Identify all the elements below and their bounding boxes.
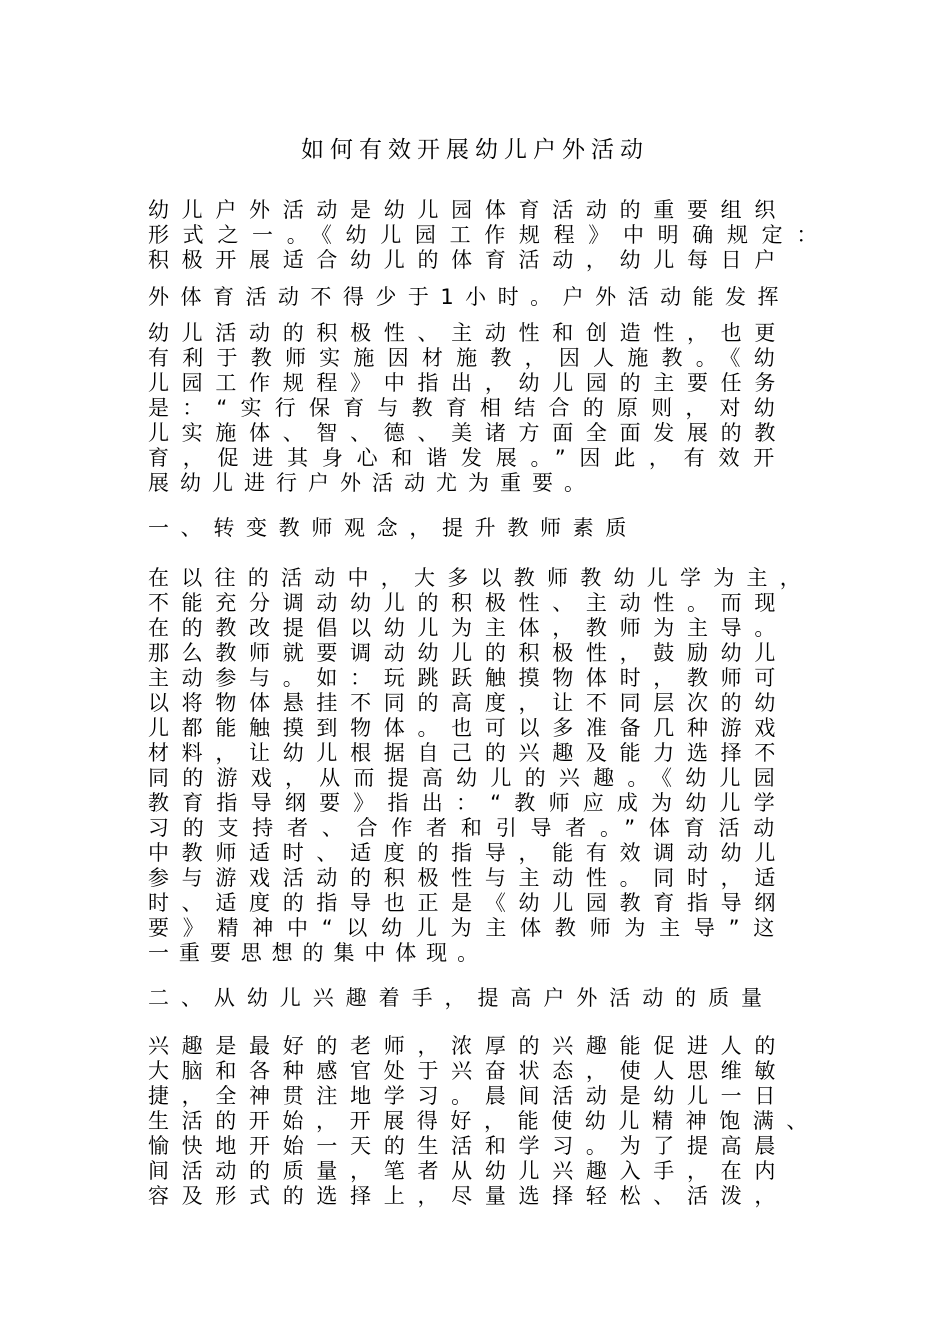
- body-text-line: 在以往的活动中，大多以教师教幼儿学为主，: [148, 566, 813, 590]
- body-text-line: 以将物体悬挂不同的高度，让不同层次的幼: [148, 691, 788, 715]
- body-text-line: 儿园工作规程》中指出，幼儿园的主要任务: [148, 371, 788, 395]
- body-text-line: 时、适度的指导也正是《幼儿园教育指导纲: [148, 891, 788, 915]
- body-text-line: 主动参与。如：玩跳跃触摸物体时，教师可: [148, 666, 788, 690]
- body-text-line: 幼儿户外活动是幼儿园体育活动的重要组织: [148, 198, 788, 222]
- body-text-line: 间活动的质量，笔者从幼儿兴趣入手，在内: [148, 1159, 788, 1183]
- document-title: 如何有效开展幼儿户外活动: [301, 137, 649, 163]
- body-text-line: 有利于教师实施因材施教，因人施教。《幼: [148, 346, 788, 370]
- body-text-line: 容及形式的选择上，尽量选择轻松、活泼，: [148, 1184, 788, 1208]
- body-text-line: 儿都能触摸到物体。也可以多准备几种游戏: [148, 716, 788, 740]
- section-heading: 一、转变教师观念，提升教师素质: [148, 516, 638, 540]
- body-text-line: 中教师适时、适度的指导，能有效调动幼儿: [148, 841, 788, 865]
- body-text-line: 材料，让幼儿根据自己的兴趣及能力选择不: [148, 741, 788, 765]
- body-text-line: 要》精神中“以幼儿为主体教师为主导”这: [148, 916, 788, 940]
- body-text-line: 兴趣是最好的老师，浓厚的兴趣能促进人的: [148, 1034, 788, 1058]
- body-text-line: 生活的开始，开展得好，能使幼儿精神饱满、: [148, 1109, 820, 1133]
- body-text-line: 一重要思想的集中体现。: [148, 941, 488, 965]
- section-heading: 二、从幼儿兴趣着手，提高户外活动的质量: [148, 986, 774, 1010]
- body-text-line: 习的支持者、合作者和引导者。”体育活动: [148, 816, 788, 840]
- body-text-line: 积极开展适合幼儿的体育活动，幼儿每日户: [148, 248, 788, 272]
- body-text-line: 愉快地开始一天的生活和学习。为了提高晨: [148, 1134, 788, 1158]
- body-text-line: 同的游戏，从而提高幼儿的兴趣。《幼儿园: [148, 766, 788, 790]
- body-text-line: 儿实施体、智、德、美诸方面全面发展的教: [148, 421, 788, 445]
- body-text-line: 在的教改提倡以幼儿为主体，教师为主导。: [148, 616, 788, 640]
- body-text-line: 外体育活动不得少于1小时。户外活动能发挥: [148, 285, 790, 309]
- body-text-line: 是：“实行保育与教育相结合的原则，对幼: [148, 396, 788, 420]
- body-text-line: 捷，全神贯注地学习。晨间活动是幼儿一日: [148, 1084, 788, 1108]
- body-text-line: 形式之一。《幼儿园工作规程》中明确规定：: [148, 223, 831, 247]
- body-text-line: 育，促进其身心和谐发展。”因此，有效开: [148, 446, 788, 470]
- body-text-line: 参与游戏活动的积极性与主动性。同时，适: [148, 866, 788, 890]
- body-text-line: 大脑和各种感官处于兴奋状态，使人思维敏: [148, 1059, 788, 1083]
- body-text-line: 那么教师就要调动幼儿的积极性，鼓励幼儿: [148, 641, 788, 665]
- body-text-line: 幼儿活动的积极性、主动性和创造性，也更: [148, 321, 788, 345]
- body-text-line: 教育指导纲要》指出：“教师应成为幼儿学: [148, 791, 788, 815]
- body-text-line: 不能充分调动幼儿的积极性、主动性。而现: [148, 591, 788, 615]
- body-text-line: 展幼儿进行户外活动尤为重要。: [148, 471, 596, 495]
